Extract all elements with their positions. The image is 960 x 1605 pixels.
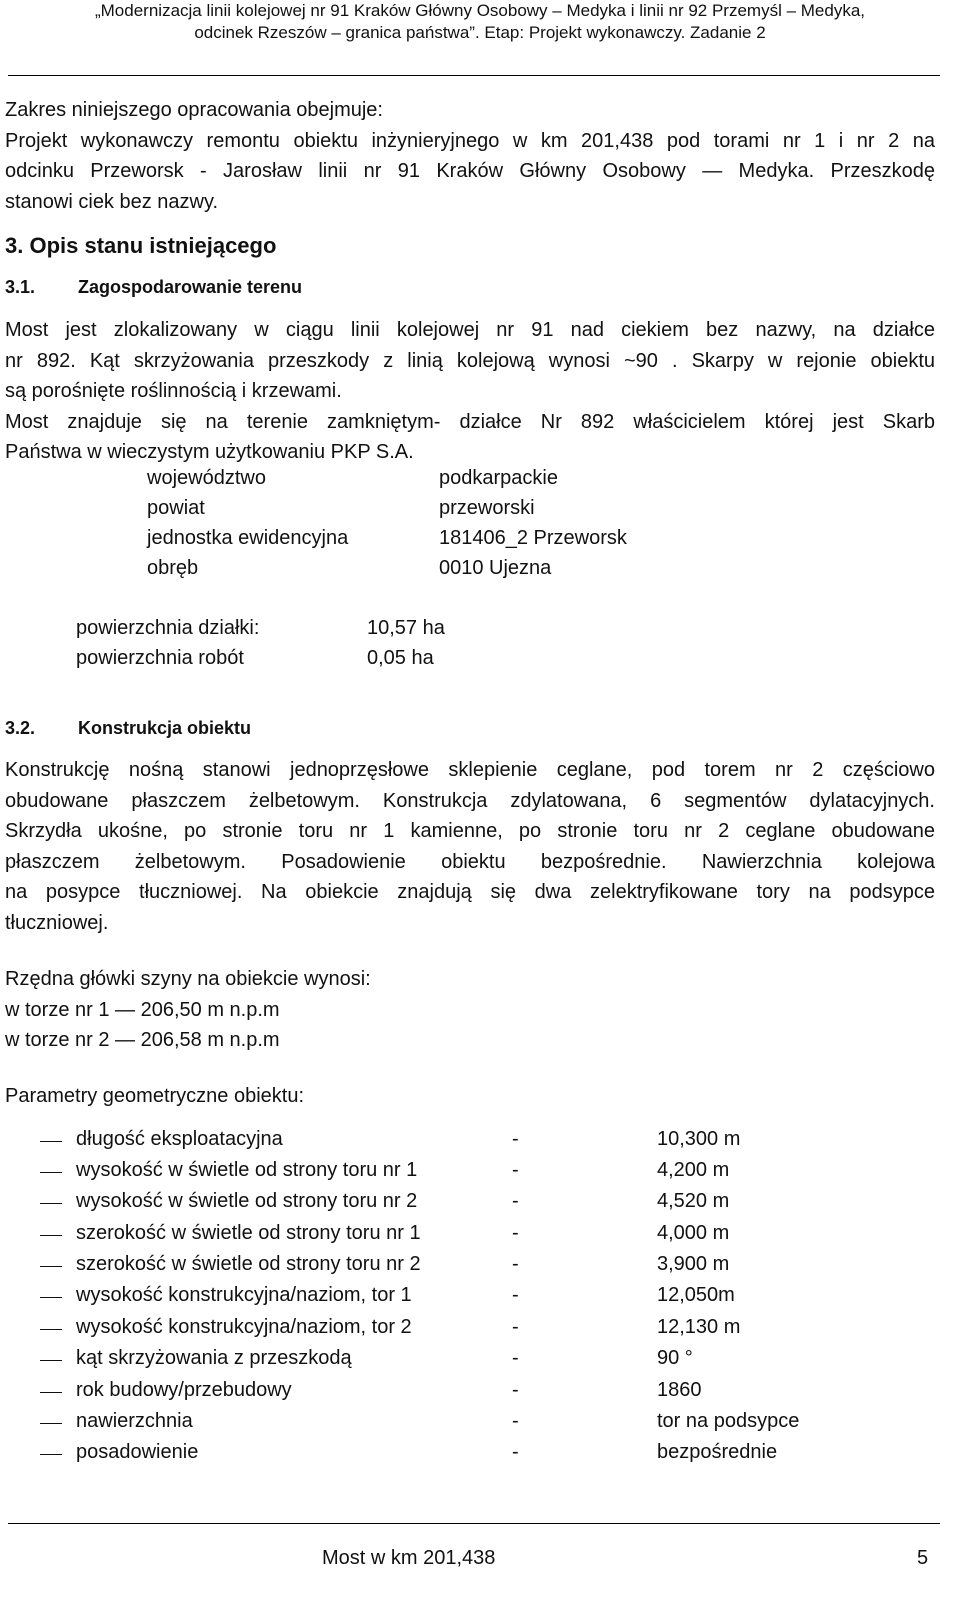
param-row [0,1345,960,1376]
param-name: wysokość w świetle od strony toru nr 2 [76,1190,418,1212]
param-separator: - [512,1410,519,1432]
param-row [0,1188,960,1219]
param-value: 3,900 m [657,1253,730,1275]
paragraph-line: są porośnięte roślinnością i krzewami. [5,380,342,402]
param-name: szerokość w świetle od strony toru nr 1 [76,1222,421,1244]
param-value: 4,520 m [657,1190,730,1212]
page-number: 5 [917,1547,929,1569]
section-title: Konstrukcja obiektu [78,718,252,738]
rail-line: w torze nr 1 — 206,50 m n.p.m [5,998,280,1021]
param-row [0,1282,960,1313]
paragraph-line: Konstrukcję nośną stanowi jednoprzęsłowe sklepienie ceglane, pod torem nr 2 częściowo [5,759,935,781]
param-separator: - [512,1347,519,1369]
param-value: 10,300 m [657,1128,741,1150]
paragraph-line: Most znajduje się na terenie zamkniętym- działce Nr 892 właścicielem której jest Skarb [5,410,935,433]
param-separator: - [512,1316,519,1338]
param-value: tor na podsypce [657,1410,800,1432]
param-name: długość eksploatacyjna [76,1128,283,1150]
dash-bullet [40,1360,62,1361]
param-value: 12,130 m [657,1316,741,1338]
param-separator: - [512,1253,519,1275]
rail-line: Rzędna główki szyny na obiekcie wynosi: [5,968,371,990]
paragraph-line: Państwa w wieczystym użytkowaniu PKP S.A. [5,441,414,463]
paragraph-line: płaszczem żelbetowym. Posadowienie obiektu bezpośrednie. Nawierzchnia kolejowa [5,850,935,873]
intro-line: Zakres niniejszego opracowania obejmuje: [5,99,383,121]
dash-bullet [40,1203,62,1204]
rail-elevation-block [5,964,935,1056]
header-line-2: odcinek Rzeszów – granica państwa”. Etap: Projekt wykonawczy. Zadanie 2 [194,23,766,42]
param-name: nawierzchnia [76,1410,193,1432]
param-name: wysokość konstrukcyjna/naziom, tor 2 [76,1316,412,1338]
section-number: 3.1. [5,277,36,297]
dash-bullet [40,1329,62,1330]
param-value-text: 90 [657,1347,680,1369]
param-row [0,1126,960,1157]
section-number: 3.2. [5,718,36,738]
param-value: 4,000 m [657,1222,730,1244]
param-value [657,1347,693,1370]
intro-line: stanowi ciek bez nazwy. [5,190,219,213]
param-row [0,1220,960,1251]
header-line-1: „Modernizacja linii kolejowej nr 91 Kraków Główny Osobowy – Medyka i linii nr 92 Przemyśl – Medyka, [94,1,866,20]
header-rule [8,75,940,76]
dash-bullet [40,1141,62,1142]
dash-bullet [40,1235,62,1236]
param-separator: - [512,1190,519,1212]
intro-paragraph [5,95,935,217]
location-label: jednostka ewidencyjna [147,527,349,549]
dash-bullet [40,1454,62,1455]
param-name: szerokość w świetle od strony toru nr 2 [76,1253,421,1275]
location-label: obręb [147,557,199,579]
location-label: powiat [147,497,205,519]
footer-title: Most w km 201,438 [322,1547,496,1569]
intro-line: odcinku Przeworsk - Jarosław linii nr 91 Kraków Główny Osobowy — Medyka. Przeszkodę [5,160,935,182]
location-paragraph [5,315,935,468]
degree-sign: ° [679,1347,693,1369]
section-3-1-heading [5,277,302,298]
area-value: 10,57 ha [367,617,445,639]
dash-bullet [40,1297,62,1298]
rail-line: w torze nr 2 — 206,58 m n.p.m [5,1029,280,1051]
param-name: wysokość w świetle od strony toru nr 1 [76,1159,418,1181]
area-value: 0,05 ha [367,647,434,669]
paragraph-line: na posypce tłuczniowej. Na obiekcie znajdują się dwa zelektryfikowane tory na podsypce [5,881,935,903]
area-label: powierzchnia działki: [76,617,260,639]
param-value: 12,050m [657,1284,735,1306]
section-3-2-heading [5,718,251,739]
param-row [0,1408,960,1439]
location-value: przeworski [439,497,535,519]
param-row [0,1377,960,1408]
params-title: Parametry geometryczne obiektu: [5,1085,305,1107]
paragraph-line: tłuczniowej. [5,911,109,934]
dash-bullet [40,1392,62,1393]
param-name: posadowienie [76,1441,199,1463]
param-row [0,1251,960,1282]
paragraph-line: Skrzydła ukośne, po stronie toru nr 1 kamienne, po stronie toru nr 2 ceglane obudowane [5,820,935,842]
section-title: Zagospodarowanie terenu [78,277,303,297]
location-value: 0010 Ujezna [439,557,552,579]
param-separator: - [512,1284,519,1306]
param-name: rok budowy/przebudowy [76,1379,292,1401]
location-label: województwo [147,467,266,489]
dash-bullet [40,1172,62,1173]
param-separator: - [512,1379,519,1401]
param-separator: - [512,1128,519,1150]
param-separator: - [512,1222,519,1244]
location-value: podkarpackie [439,467,558,489]
param-value: bezpośrednie [657,1441,778,1463]
param-value: 1860 [657,1379,702,1401]
construction-paragraph [5,755,935,938]
dash-bullet [40,1423,62,1424]
document-header [0,0,960,44]
dash-bullet [40,1266,62,1267]
section-3-heading: 3. Opis stanu istniejącego [5,233,277,258]
intro-line: Projekt wykonawczy remontu obiektu inżynieryjnego w km 201,438 pod torami nr 1 i nr 2 na [5,129,935,152]
param-row [0,1157,960,1188]
paragraph-line: Most jest zlokalizowany w ciągu linii kolejowej nr 91 nad ciekiem bez nazwy, na działce [5,319,935,341]
location-value: 181406_2 Przeworsk [439,527,627,549]
param-value: 4,200 m [657,1159,730,1181]
param-row [0,1314,960,1345]
param-name: wysokość konstrukcyjna/naziom, tor 1 [76,1284,412,1306]
area-label: powierzchnia robót [76,647,244,669]
param-row [0,1439,960,1470]
param-name: kąt skrzyżowania z przeszkodą [76,1347,352,1369]
paragraph-line: nr 892. Kąt skrzyżowania przeszkody z linią kolejową wynosi ~90 . Skarpy w rejonie obiektu [5,349,935,372]
param-separator: - [512,1159,519,1181]
footer-rule [8,1523,940,1524]
paragraph-line: obudowane płaszczem żelbetowym. Konstrukcja zdylatowana, 6 segmentów dylatacyjnych. [5,789,935,812]
param-separator: - [512,1441,519,1463]
